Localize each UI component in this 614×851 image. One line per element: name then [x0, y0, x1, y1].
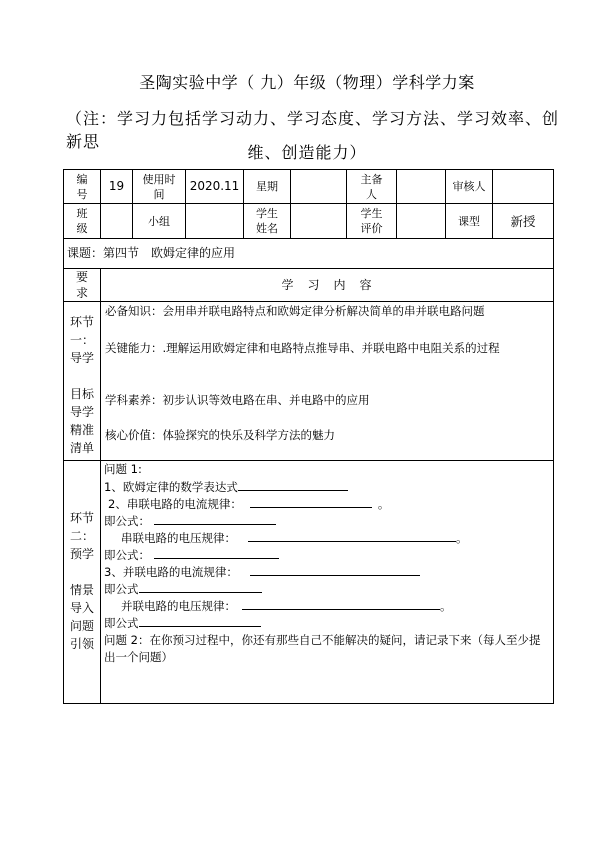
preparer-label: 主备人 [346, 169, 397, 204]
question2-line1: 问题 2：在你预习过程中，你还有那些自己不能解决的疑问，请记录下来（每人至少提 [104, 633, 541, 647]
q1-line-series-current-formula: 即公式： [104, 512, 276, 530]
answer-blank[interactable] [139, 614, 261, 627]
note-line-1: （注：学习力包括学习动力、学习态度、学习方法、学习效率、创新思 [66, 109, 560, 151]
answer-blank[interactable] [250, 495, 372, 508]
section1-label: 环节 一： 导学 目标 导学 精准 清单 [69, 315, 94, 455]
q1-line-ohm-expression: 1、欧姆定律的数学表达式 [104, 478, 348, 496]
bianhao-value[interactable]: 19 [100, 169, 133, 204]
answer-blank[interactable] [238, 478, 348, 491]
question2-line2: 出一个问题） [104, 650, 173, 664]
content-header: 学 习 内 容 [100, 268, 554, 302]
class-label: 班级 [63, 203, 101, 239]
goal-required-knowledge: 必备知识：会用串并联电路特点和欧姆定律分析解决简单的串并联电路问题 [105, 304, 485, 318]
answer-blank[interactable] [250, 563, 420, 576]
time-value[interactable]: 2020.11 [185, 169, 244, 204]
preparer-value[interactable] [396, 169, 446, 204]
goal-core-value: 核心价值：体验探究的快乐及科学方法的魅力 [105, 428, 335, 442]
lesson-type-label: 课型 [445, 203, 493, 239]
document-title: 圣陶实验中学（ 九）年级（物理）学科学力案 [139, 73, 475, 92]
q1-line-series-voltage: 串联电路的电压规律： 。 [121, 531, 468, 545]
answer-blank[interactable] [242, 597, 440, 610]
q1-line-parallel-current: 3、并联电路的电流规律： [104, 563, 420, 581]
answer-blank[interactable] [248, 529, 456, 542]
weekday-value[interactable] [290, 169, 347, 204]
question2-answer-area[interactable] [102, 668, 552, 702]
q1-line-parallel-current-formula: 即公式 [104, 580, 262, 598]
q1-line-parallel-voltage-formula: 即公式 [104, 614, 261, 632]
lesson-type-value[interactable]: 新授 [492, 203, 554, 239]
requirement-label: 要求 [63, 268, 101, 302]
reviewer-label: 审核人 [445, 169, 493, 204]
reviewer-value[interactable] [492, 169, 554, 204]
group-value[interactable] [185, 203, 244, 239]
student-eval-value[interactable] [396, 203, 446, 239]
student-name-label: 学生姓名 [243, 203, 291, 239]
class-value[interactable] [100, 203, 133, 239]
answer-blank[interactable] [154, 512, 276, 525]
q1-line-parallel-voltage: 并联电路的电压规律： 。 [121, 599, 452, 613]
bianhao-label: 编号 [63, 169, 101, 204]
note-line-2: 维、创造能力） [247, 143, 367, 162]
student-eval-label: 学生评价 [346, 203, 397, 239]
q1-line-series-current: 2、串联电路的电流规律： 。 [108, 497, 390, 511]
question1-title: 问题 1: [104, 462, 142, 476]
section2-label: 环节 二： 预学 情景 导入 问题 引领 [69, 511, 94, 651]
answer-blank[interactable] [139, 580, 262, 593]
answer-blank[interactable] [154, 546, 279, 559]
group-label: 小组 [132, 203, 186, 239]
goal-key-ability: 关键能力：.理解运用欧姆定律和电路特点推导串、并联电路中电阻关系的过程 [105, 341, 500, 355]
time-label: 使用时间 [132, 169, 186, 204]
lesson-topic: 课题：第四节 欧姆定律的应用 [63, 238, 554, 269]
goal-subject-literacy: 学科素养：初步认识等效电路在串、并电路中的应用 [105, 393, 370, 407]
q1-line-series-voltage-formula: 即公式： [104, 546, 279, 564]
weekday-label: 星期 [243, 169, 291, 204]
student-name-value[interactable] [290, 203, 347, 239]
